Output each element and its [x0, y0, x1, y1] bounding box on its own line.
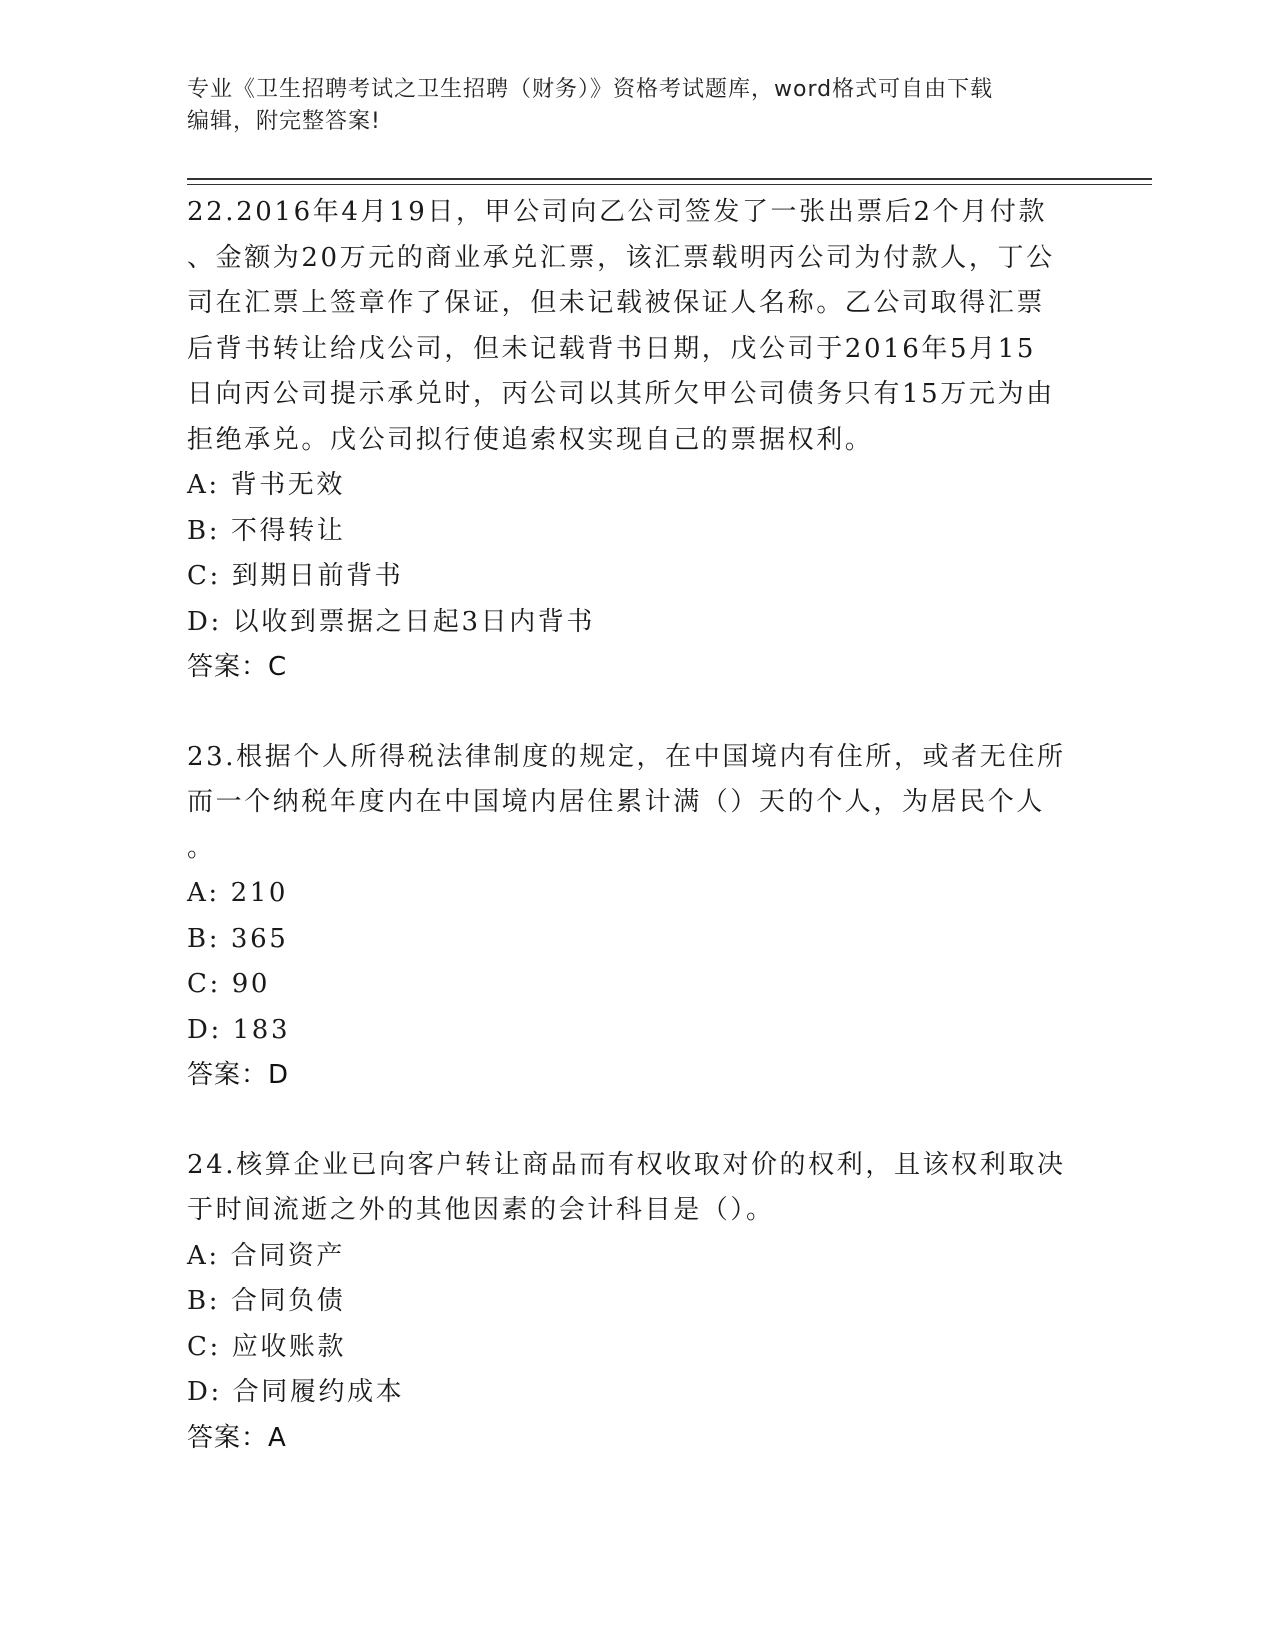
- option-d: D: 183: [187, 1014, 291, 1045]
- question-23: [187, 735, 1087, 1099]
- option-d: D: 合同履约成本: [187, 1377, 405, 1407]
- question-spacer: [187, 1099, 1087, 1143]
- option-c: C: 到期日前背书: [187, 561, 404, 591]
- header-title-line-2: 编辑，附完整答案!: [187, 109, 381, 134]
- option-c: C: 应收账款: [187, 1331, 347, 1362]
- question-list: [187, 190, 1087, 1461]
- header-divider-thick: [187, 178, 1152, 180]
- question-stem: 23.根据个人所得税法律制度的规定，在中国境内有住所，或者无住所 而一个纳税年度内在中国境内居住累计满（）天的个人，为居民个人 。: [187, 741, 1066, 863]
- option-a: A: 背书无效: [187, 470, 346, 500]
- header-divider-thin: [187, 184, 1152, 185]
- option-a: A: 合同资产: [187, 1240, 346, 1271]
- answer-line: 答案：D: [187, 1060, 290, 1090]
- document-header: [187, 74, 1067, 138]
- option-a: A: 210: [187, 878, 289, 908]
- header-title-line-1: 专业《卫生招聘考试之卫生招聘（财务）》资格考试题库，word格式可自由下载: [187, 77, 994, 102]
- option-d: D: 以收到票据之日起3日内背书: [187, 606, 596, 637]
- answer-line: 答案：C: [187, 652, 288, 682]
- question-24: [187, 1143, 1087, 1462]
- question-22: [187, 190, 1087, 691]
- option-b: B: 不得转让: [187, 515, 346, 546]
- answer-line: 答案：A: [187, 1422, 287, 1453]
- option-c: C: 90: [187, 969, 271, 999]
- question-spacer: [187, 691, 1087, 735]
- option-b: B: 合同负债: [187, 1286, 346, 1316]
- option-b: B: 365: [187, 923, 289, 954]
- question-stem: 22.2016年4月19日，甲公司向乙公司签发了一张出票后2个月付款 、金额为20万元的商业承兑汇票，该汇票载明丙公司为付款人，丁公 司在汇票上签章作了保证，但未记载被保证人名称。乙公司取得汇票 后背书转让给戊公司，但未记载背书日期，戊公司于2016年5月15 日向丙公司提示承兑时，丙公司以其所欠甲公司债务只有15万元为由 拒绝承兑。戊公司拟行使追索权实现自己的票据权利。: [187, 197, 1055, 455]
- question-stem: 24.核算企业已向客户转让商品而有权收取对价的权利，且该权利取决 于时间流逝之外的其他因素的会计科目是（）。: [187, 1149, 1066, 1225]
